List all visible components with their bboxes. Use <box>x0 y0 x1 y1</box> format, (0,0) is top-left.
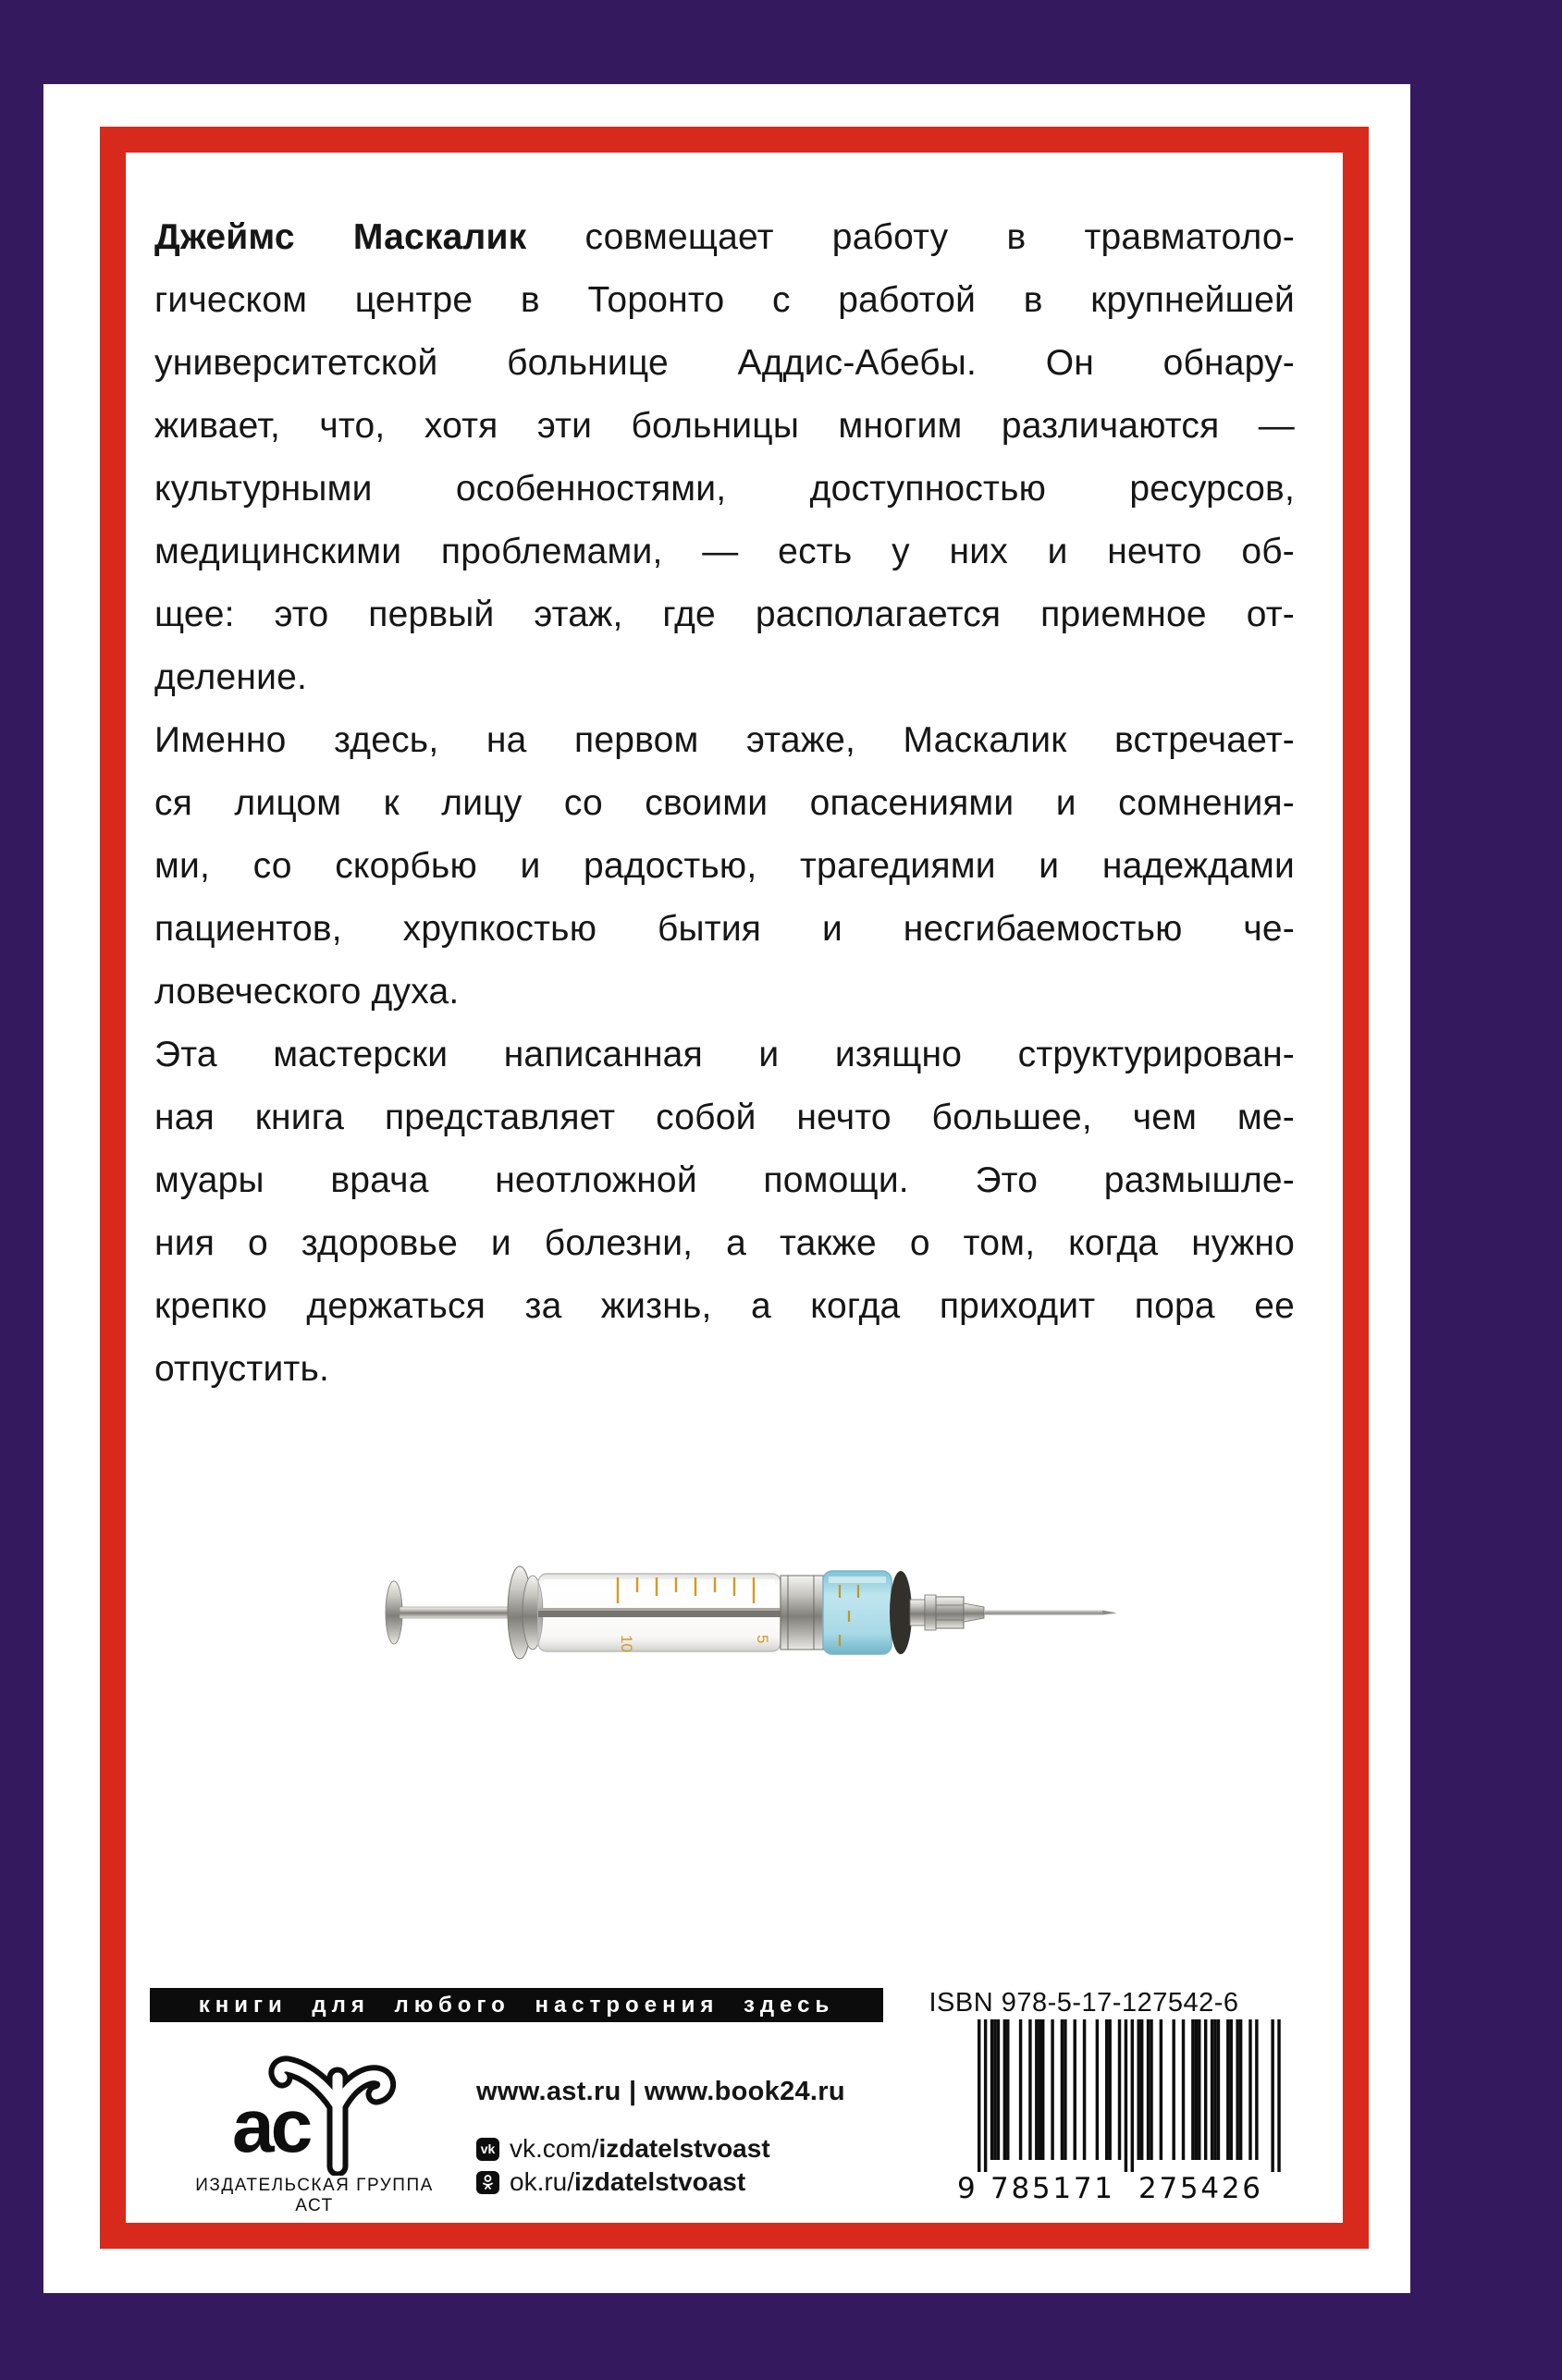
ean13-barcode <box>957 2019 1301 2209</box>
syringe-liquid-chamber <box>823 1571 892 1654</box>
websites-text: www.ast.ru | www.book24.ru <box>476 2077 845 2106</box>
book-back-cover-page <box>43 84 1410 2293</box>
syringe-hex-nut <box>936 1597 964 1628</box>
barcode-group1: 785171 <box>990 2172 1113 2205</box>
publisher-caption: ИЗДАТЕЛЬСКАЯ ГРУППА АСТ <box>195 2176 434 2215</box>
vk-link-text: vk.com/izdatelstvoast <box>510 2134 770 2163</box>
vk-icon: vk <box>476 2138 499 2161</box>
text-line: крепко держаться за жизнь, а когда приходит пора ее <box>154 1286 1295 1326</box>
ok-icon <box>476 2171 499 2194</box>
slogan-text: книги для любого настроения здесь <box>198 1992 835 2018</box>
syringe-grad-10: 10 <box>618 1635 635 1652</box>
text-line: живает, что, хотя эти больницы многим различаются — <box>154 406 1295 446</box>
text-line: культурными особенностями, доступностью ресурсов, <box>154 469 1295 509</box>
syringe-image <box>381 1563 1121 1674</box>
text-line: ния о здоровье и болезни, а также о том, когда нужно <box>154 1223 1295 1263</box>
text-line: щее: это первый этаж, где располагается приемное от- <box>154 595 1295 634</box>
text-line: деление. <box>154 657 308 697</box>
ast-logo-letters: ас <box>232 2084 310 2168</box>
barcode-group2: 275426 <box>1138 2172 1261 2205</box>
annotation-text <box>154 206 1295 1401</box>
text-line: гическом центре в Торонто с работой в крупнейшей <box>154 280 1295 320</box>
text-line: Джеймс Маскалик совмещает работу в травматоло- <box>154 217 1295 257</box>
text-line: университетской больнице Аддис-Абебы. Он обнару- <box>154 343 1295 383</box>
slogan-banner <box>150 1988 883 2022</box>
syringe-plunger-rod <box>400 1607 518 1618</box>
text-line: Эта мастерски написанная и изящно структурирован- <box>154 1035 1295 1074</box>
text-line: ловеческого духа. <box>154 972 460 1012</box>
ok-link-row <box>476 2165 845 2199</box>
text-line: отпустить. <box>154 1349 330 1389</box>
ok-link-text: ok.ru/izdatelstvoast <box>510 2167 746 2196</box>
text-line: ся лицом к лицу со своими опасениями и сомнения- <box>154 783 1295 823</box>
text-line: Именно здесь, на первом этаже, Маскалик встречает- <box>154 720 1295 760</box>
text-line: пациентов, хрупкостью бытия и несгибаемостью че- <box>154 909 1295 949</box>
text-line: ми, со скорбью и радостью, трагедиями и надеждами <box>154 846 1295 886</box>
author-name: Джеймс Маскалик <box>154 217 527 257</box>
ast-logo <box>228 2037 400 2176</box>
syringe-grad-5: 5 <box>754 1635 771 1644</box>
links-block <box>476 2077 845 2199</box>
isbn-text: ISBN 978-5-17-127542-6 <box>929 1988 1239 2018</box>
vk-link-row <box>476 2132 845 2165</box>
barcode-lead-digit: 9 <box>957 2172 976 2205</box>
text-line: муары врача неотложной помощи. Это размышле- <box>154 1160 1295 1200</box>
text-line: ная книга представляет собой нечто большее, чем ме- <box>154 1098 1295 1137</box>
text-line: медицинскими проблемами, — есть у них и нечто об- <box>154 532 1295 571</box>
